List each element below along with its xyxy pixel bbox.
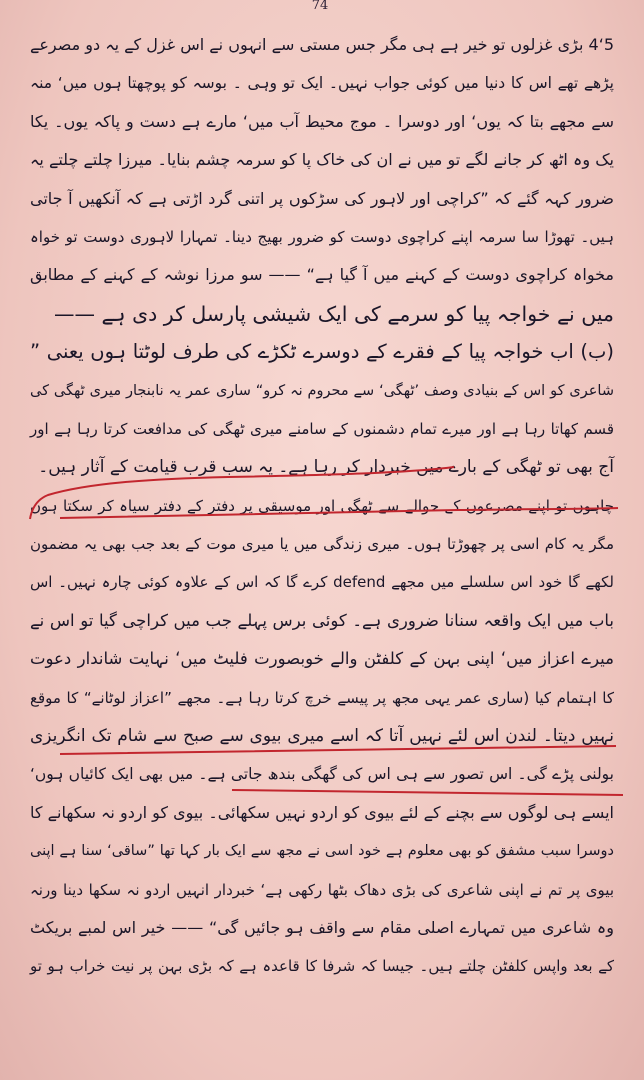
text-line: ایسے ہی لوگوں سے بچنے کے لئے بیوی کو اردو نہیں سکھائی۔ بیوی کو اردو نہ سکھانے کا xyxy=(30,802,614,822)
text-line: لکھے گا خود اس سلسلے میں مجھے defend کرے گا کہ اس کے علاوہ کوئی چارہ نہیں۔ اس xyxy=(30,573,614,592)
text-line: قسم کھاتا رہا ہے اور میرے تمام دشمنوں کے سامنے میری ٹھگی کی مدافعت کرتا رہا ہے اور xyxy=(30,419,614,438)
text-line: بیوی پر تم نے اپنی شاعری کی بڑی دھاک بٹھا رکھی ہے‘ خبردار انہیں اردو نہ سکھا دینا ورنہ xyxy=(30,880,614,899)
text-line: (ب) اب خواجہ پیا کے فقرے کے دوسرے ٹکڑے کی طرف لوٹتا ہوں یعنی ” xyxy=(30,340,614,364)
text-line: نہیں دیتا۔ لندن اس لئے نہیں آتا کہ اسے میری بیوی سے صبح سے شام تک انگریزی xyxy=(30,726,614,747)
text-line: 5‘4 بڑی غزلوں تو خیر ہے ہی مگر جس مستی سے انہوں نے اس غزل کے یہ دو مصرعے xyxy=(30,35,614,54)
text-line: کا اہتمام کیا (ساری عمر یہی مجھ پر پیسے خرچ کرتا رہا ہے۔ مجھے ”اعزاز لوٹانے“ کا موقع xyxy=(30,688,614,707)
text-line: سے مجھے بتا کہ یوں‘ اور دوسرا ۔ موج محیط آب میں‘ مارے ہے دست و پاکہ یوں۔ یکا xyxy=(30,111,614,131)
text-line: بولنی پڑے گی۔ اس تصور سے ہی اس کی گھگی بندھ جاتی ہے۔ میں بھی ایک کائیاں ہوں‘ xyxy=(30,765,614,784)
text-line: میں نے خواجہ پیا کو سرمے کی ایک شیشی پارسل کر دی ہے —— xyxy=(54,301,614,326)
text-line: دوسرا سبب مشفق کو بھی معلوم ہے خود اسی نے مجھ سے ایک بار کہا تھا ”ساقی‘ سنا ہے اپنی xyxy=(30,843,614,860)
text-line: مخواہ کراچوی دوست کے کہنے میں آ گیا ہے“ —— سو مرزا نوشہ کے کہنے کے مطابق xyxy=(30,265,614,285)
text-line: پڑھے تھے اس کا دنیا میں کوئی جواب نہیں۔ ایک تو وہی ۔ بوسہ کو پوچھتا ہوں میں‘ منہ xyxy=(30,74,614,93)
text-line: میرے اعزاز میں‘ اپنی بہن کے کلفٹن والے خوبصورت فلیٹ میں‘ نہایت شاندار دعوت xyxy=(30,649,614,669)
text-line: مگر یہ کام اسی پر چھوڑتا ہوں۔ میری زندگی میں یا میری موت کے بعد جب بھی یہ مضمون xyxy=(30,535,614,554)
text-line: یک وہ اٹھ کر جانے لگے تو میں نے ان کی خاک پا کو سرمہ چشم بنایا۔ میرزا چلتے چلتے یہ xyxy=(30,150,614,170)
body-text xyxy=(30,26,614,986)
text-line: چاہوں تو اپنے مصرعوں کے حوالے سے ٹھگی اور موسیقی پر دفتر کے دفتر سیاہ کر سکتا ہوں xyxy=(30,496,614,515)
page-number: 74 xyxy=(311,0,329,13)
text-line: ضرور کہہ گئے کہ ”کراچی اور لاہور کی سڑکوں پر اتنی گرد اڑتی ہے کہ آنکھیں آ جاتی xyxy=(30,188,614,208)
text-line: باب میں ایک واقعہ سنانا ضروری ہے۔ کوئی برس پہلے جب میں کراچی گیا تو اس نے xyxy=(30,610,614,630)
text-line: شاعری کو اس کے بنیادی وصف ’ٹھگی‘ سے محروم نہ کرو“ ساری عمر یہ نابنجار میری ٹھگی کی xyxy=(30,382,614,399)
text-line: آج بھی تو ٹھگی کے بارے میں خبردار کر رہا ہے۔ یہ سب قرب قیامت کے آثار ہیں۔ xyxy=(38,457,614,478)
text-line: وہ شاعری میں تمہارے اصلی مقام سے واقف ہو جائیں گی“ —— خیر اس لمبے بریکٹ xyxy=(30,917,614,937)
text-line: ہیں۔ تھوڑا سا سرمہ اپنے کراچوی دوست کو ضرور بھیج دینا۔ تمہارا لاہوری دوست تو خواہ xyxy=(30,227,614,246)
text-line: کے بعد واپس کلفٹن چلتے ہیں۔ جیسا کہ شرفا کا قاعدہ ہے کہ بڑی بہن پر نیت خراب ہو تو xyxy=(30,957,614,976)
